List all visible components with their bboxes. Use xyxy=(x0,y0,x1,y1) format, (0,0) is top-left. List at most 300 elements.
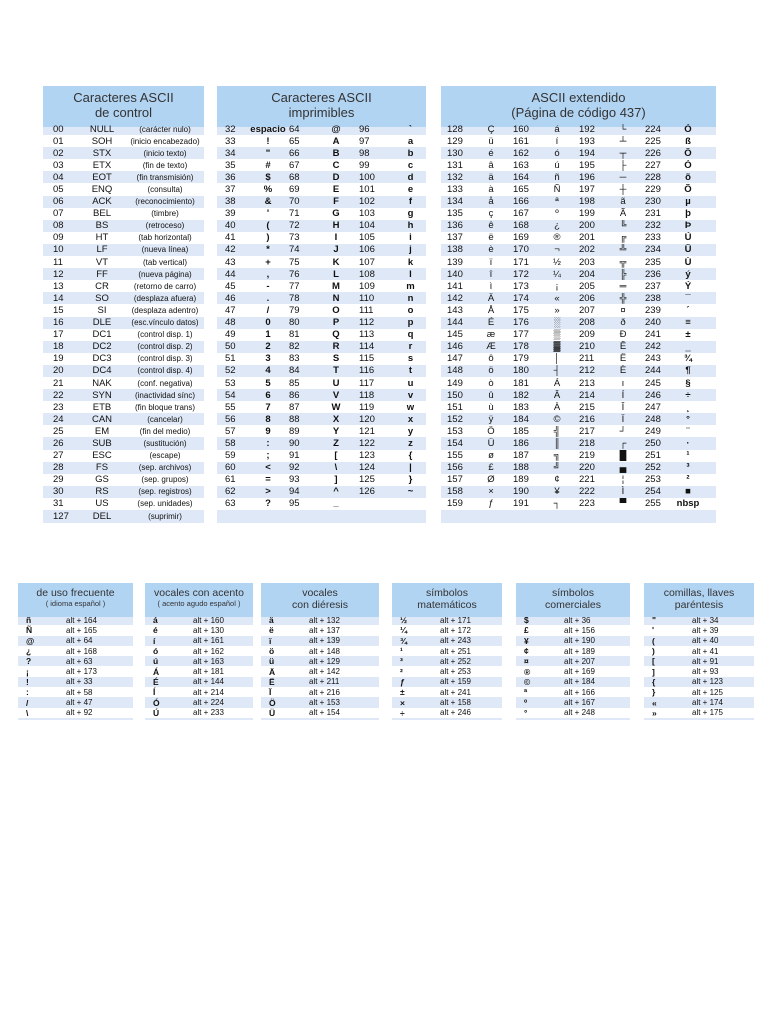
char-glyph: J xyxy=(333,244,339,256)
char-glyph: ) xyxy=(266,232,270,244)
char-glyph: [ xyxy=(334,450,338,462)
alt-code: alt + 156 xyxy=(564,625,595,635)
char-glyph: ª xyxy=(524,687,528,698)
char-glyph: ¼ xyxy=(400,625,408,636)
alt-code: alt + 241 xyxy=(440,687,471,697)
char-code: 112 xyxy=(359,317,375,329)
alt-code: alt + 216 xyxy=(309,687,340,697)
char-glyph: Ã xyxy=(619,208,627,220)
alt-code: alt + 137 xyxy=(309,625,340,635)
char-glyph: # xyxy=(265,159,271,171)
list-item xyxy=(516,656,630,666)
char-glyph: ¹ xyxy=(686,450,690,462)
char-abbrev: US xyxy=(95,498,109,510)
char-glyph: ░ xyxy=(553,317,561,329)
alt-code: alt + 168 xyxy=(66,646,97,656)
table-row xyxy=(43,377,204,389)
list-item xyxy=(516,697,630,707)
char-glyph: º xyxy=(555,208,559,220)
char-code: 54 xyxy=(225,389,236,401)
char-glyph: h xyxy=(407,220,414,232)
list-item xyxy=(18,646,133,656)
char-code: 239 xyxy=(645,304,661,316)
char-code: 191 xyxy=(513,498,529,510)
alt-code: alt + 92 xyxy=(66,708,93,718)
char-glyph: ö xyxy=(488,365,494,377)
char-glyph: ý xyxy=(685,268,691,280)
table-row xyxy=(217,304,426,316)
char-glyph: ÷ xyxy=(685,389,691,401)
char-code: 84 xyxy=(289,365,300,377)
char-code: 127 xyxy=(53,510,69,522)
char-code: 103 xyxy=(359,208,375,220)
char-glyph: < xyxy=(265,462,271,474)
char-abbrev: DC1 xyxy=(92,329,112,341)
table-row xyxy=(441,220,716,232)
char-glyph: { xyxy=(652,676,656,687)
alt-code: alt + 144 xyxy=(193,677,224,687)
char-code: 107 xyxy=(359,256,375,268)
char-code: 31 xyxy=(53,498,64,510)
char-glyph: - xyxy=(266,280,270,292)
char-glyph: Ö xyxy=(487,425,495,437)
printable-chars-panel xyxy=(217,86,426,523)
quotes-braces-subtitle: paréntesis xyxy=(674,599,724,611)
char-description: (retroceso) xyxy=(145,221,185,231)
char-glyph: Í xyxy=(621,389,625,401)
alt-code: alt + 63 xyxy=(66,656,93,666)
control-chars-table xyxy=(43,123,204,522)
char-glyph: ╔ xyxy=(619,232,627,244)
table-row xyxy=(217,462,426,474)
char-glyph: nbsp xyxy=(676,498,700,510)
char-code: 212 xyxy=(579,365,595,377)
frequent-panel xyxy=(18,583,133,720)
char-glyph: â xyxy=(488,159,494,171)
alt-code: alt + 189 xyxy=(564,646,595,656)
char-code: 102 xyxy=(359,196,375,208)
char-description: (sep. grupos) xyxy=(141,475,189,485)
alt-code: alt + 123 xyxy=(692,677,723,687)
list-item xyxy=(644,646,754,656)
char-abbrev: NULL xyxy=(89,123,115,135)
char-code: 132 xyxy=(447,171,463,183)
table-row xyxy=(217,232,426,244)
char-description: (retorno de carro) xyxy=(133,281,197,291)
char-glyph: ı xyxy=(621,377,625,389)
char-code: 45 xyxy=(225,280,236,292)
accented-vowels-panel xyxy=(145,583,253,720)
alt-code: alt + 36 xyxy=(564,615,591,625)
char-code: 115 xyxy=(359,353,375,365)
char-glyph: ; xyxy=(266,450,270,462)
char-description: (timbre) xyxy=(151,209,179,219)
alt-code: alt + 160 xyxy=(193,615,224,625)
char-glyph: ╬ xyxy=(619,292,627,304)
char-code: 254 xyxy=(645,486,661,498)
table-row xyxy=(43,317,204,329)
table-row xyxy=(441,486,716,498)
char-code: 171 xyxy=(513,256,529,268)
char-glyph: 8 xyxy=(265,413,271,425)
char-code: 91 xyxy=(289,450,300,462)
char-glyph: o xyxy=(407,304,414,316)
list-item xyxy=(145,677,253,687)
table-row xyxy=(43,462,204,474)
list-item xyxy=(516,636,630,646)
list-item xyxy=(261,697,379,707)
char-description: (reconocimiento) xyxy=(135,197,195,207)
char-glyph: c xyxy=(407,159,414,171)
char-glyph: M xyxy=(332,280,340,292)
table-row xyxy=(441,329,716,341)
list-item xyxy=(261,677,379,687)
table-row xyxy=(441,256,716,268)
char-abbrev: SO xyxy=(95,292,109,304)
char-glyph: g xyxy=(407,208,414,220)
table-row xyxy=(441,413,716,425)
char-glyph: _ xyxy=(333,498,339,510)
table-row xyxy=(217,437,426,449)
char-code: 39 xyxy=(225,208,236,220)
char-glyph: è xyxy=(488,244,494,256)
table-row xyxy=(43,486,204,498)
char-code: 149 xyxy=(447,377,463,389)
char-code: 88 xyxy=(289,413,300,425)
table-row xyxy=(217,183,426,195)
extended-chars-panel xyxy=(441,86,716,523)
table-row xyxy=(43,401,204,413)
char-code: 176 xyxy=(513,317,529,329)
table-row xyxy=(217,450,426,462)
table-row xyxy=(217,389,426,401)
char-glyph: ² xyxy=(400,666,403,677)
char-code: 206 xyxy=(579,292,595,304)
table-row xyxy=(441,171,716,183)
char-glyph: 7 xyxy=(265,401,271,413)
math-symbols-subtitle: matemáticos xyxy=(417,599,477,611)
char-code: 26 xyxy=(53,437,64,449)
char-glyph: i xyxy=(409,232,412,244)
char-code: 23 xyxy=(53,401,64,413)
char-glyph: ( xyxy=(652,635,655,646)
control-chars-header xyxy=(43,86,204,127)
char-glyph: ¥ xyxy=(524,635,529,646)
char-abbrev: ETB xyxy=(92,401,112,413)
diaeresis-vowels-subtitle: con diéresis xyxy=(291,599,349,611)
char-description: (fin bloque trans) xyxy=(134,402,196,412)
table-row xyxy=(43,280,204,292)
char-glyph: ¤ xyxy=(620,304,626,316)
table-row xyxy=(217,292,426,304)
char-code: 234 xyxy=(645,244,661,256)
char-code: 121 xyxy=(359,425,375,437)
table-row xyxy=(217,196,426,208)
alt-code: alt + 172 xyxy=(440,625,471,635)
table-row xyxy=(441,450,716,462)
char-glyph: ? xyxy=(265,498,271,510)
char-code: 82 xyxy=(289,341,300,353)
char-code: 67 xyxy=(289,159,300,171)
alt-code: alt + 159 xyxy=(440,677,471,687)
char-glyph: Z xyxy=(333,437,339,449)
char-glyph: z xyxy=(408,437,413,449)
char-glyph: S xyxy=(332,353,340,365)
char-glyph: Â xyxy=(553,389,561,401)
char-code: 180 xyxy=(513,365,529,377)
table-row xyxy=(43,498,204,510)
alt-code: alt + 175 xyxy=(692,708,723,718)
char-glyph: Á xyxy=(553,377,561,389)
char-code: 78 xyxy=(289,292,300,304)
char-code: 188 xyxy=(513,462,529,474)
char-description: (escape) xyxy=(149,451,181,461)
char-description: (tab horizontal) xyxy=(138,233,192,243)
table-row xyxy=(43,208,204,220)
char-glyph: ¸ xyxy=(686,401,690,413)
char-glyph: Å xyxy=(487,304,495,316)
char-glyph: ½ xyxy=(553,256,561,268)
table-row xyxy=(43,413,204,425)
char-abbrev: DC3 xyxy=(92,353,112,365)
char-glyph: é xyxy=(153,625,158,636)
list-item xyxy=(516,615,630,625)
list-item xyxy=(18,687,133,697)
char-glyph: £ xyxy=(488,462,494,474)
char-glyph: │ xyxy=(554,353,560,365)
char-code: 62 xyxy=(225,486,236,498)
char-glyph: / xyxy=(26,697,29,708)
char-code: 90 xyxy=(289,437,300,449)
char-glyph: à xyxy=(488,184,494,196)
char-abbrev: DLE xyxy=(92,317,112,329)
char-glyph: Ì xyxy=(621,486,625,498)
char-glyph: ô xyxy=(488,353,494,365)
table-row xyxy=(441,159,716,171)
char-glyph: t xyxy=(408,365,413,377)
char-code: 143 xyxy=(447,304,463,316)
char-glyph: º xyxy=(524,697,528,708)
frequent-header xyxy=(18,583,133,617)
math-symbols-panel xyxy=(392,583,502,720)
list-item xyxy=(145,625,253,635)
char-description: (nueva página) xyxy=(138,269,192,279)
table-row xyxy=(43,268,204,280)
char-glyph: B xyxy=(332,147,340,159)
char-abbrev: DC2 xyxy=(92,341,112,353)
char-glyph: W xyxy=(331,401,341,413)
char-glyph: | xyxy=(409,462,412,474)
list-item xyxy=(392,677,502,687)
char-code: 109 xyxy=(359,280,375,292)
table-row xyxy=(217,486,426,498)
char-code: 150 xyxy=(447,389,463,401)
char-glyph: Ô xyxy=(684,147,692,159)
char-glyph: ò xyxy=(488,377,494,389)
list-item xyxy=(261,708,379,718)
char-glyph: ! xyxy=(266,135,270,147)
alt-code: alt + 153 xyxy=(309,698,340,708)
char-glyph: T xyxy=(333,365,339,377)
char-code: 105 xyxy=(359,232,375,244)
alt-code: alt + 173 xyxy=(66,667,97,677)
char-glyph: È xyxy=(619,365,627,377)
char-glyph: ' xyxy=(652,625,655,636)
table-row xyxy=(441,474,716,486)
char-glyph: ¹ xyxy=(400,646,403,657)
char-glyph: ± xyxy=(400,687,405,698)
char-glyph: ┼ xyxy=(619,184,627,196)
char-code: 57 xyxy=(225,425,236,437)
table-row xyxy=(441,183,716,195)
char-code: 114 xyxy=(359,341,375,353)
char-glyph: r xyxy=(408,341,413,353)
extended-chars-subtitle: (Página de código 437) xyxy=(511,105,646,120)
math-symbols-title: símbolos xyxy=(425,587,468,599)
char-glyph: ├ xyxy=(619,159,627,171)
char-glyph: ] xyxy=(334,474,338,486)
char-code: 237 xyxy=(645,280,661,292)
char-description: (cancelar) xyxy=(147,414,183,424)
char-code: 203 xyxy=(579,256,595,268)
char-glyph: = xyxy=(265,474,271,486)
char-code: 14 xyxy=(53,292,64,304)
alt-code: alt + 33 xyxy=(66,677,93,687)
table-row xyxy=(43,425,204,437)
char-glyph: ' xyxy=(266,208,270,220)
char-code: 181 xyxy=(513,377,529,389)
char-code: 168 xyxy=(513,220,529,232)
char-glyph: ═ xyxy=(619,280,627,292)
char-code: 76 xyxy=(289,268,300,280)
table-row xyxy=(217,425,426,437)
char-description: (sep. unidades) xyxy=(137,499,193,509)
char-code: 133 xyxy=(447,184,463,196)
char-code: 153 xyxy=(447,425,463,437)
math-symbols-header xyxy=(392,583,502,617)
list-item xyxy=(145,708,253,718)
char-code: 141 xyxy=(447,280,463,292)
table-row xyxy=(217,159,426,171)
table-row xyxy=(441,196,716,208)
char-glyph: » xyxy=(652,707,657,718)
commercial-symbols-header xyxy=(516,583,630,617)
char-description: (inicio texto) xyxy=(143,148,187,158)
char-glyph: Ê xyxy=(619,341,627,353)
char-code: 97 xyxy=(359,135,370,147)
char-glyph: × xyxy=(400,697,405,708)
alt-code: alt + 64 xyxy=(66,636,93,646)
char-glyph: + xyxy=(265,256,271,268)
table-row xyxy=(43,353,204,365)
char-description: (sustitución) xyxy=(143,438,187,448)
char-code: 167 xyxy=(513,208,529,220)
char-glyph: Ý xyxy=(684,280,692,292)
char-code: 164 xyxy=(513,171,529,183)
char-glyph: e xyxy=(407,184,414,196)
char-code: 227 xyxy=(645,159,661,171)
char-code: 63 xyxy=(225,498,236,510)
char-glyph: í xyxy=(153,635,156,646)
char-code: 119 xyxy=(359,401,375,413)
char-glyph: Ü xyxy=(269,707,276,718)
char-code: 193 xyxy=(579,135,595,147)
char-glyph: Ó xyxy=(153,697,160,708)
char-code: 125 xyxy=(359,474,375,486)
list-item xyxy=(145,656,253,666)
commercial-symbols-table xyxy=(516,615,630,718)
char-glyph: q xyxy=(407,329,414,341)
char-glyph: ` xyxy=(408,123,413,135)
list-item xyxy=(392,656,502,666)
char-code: 214 xyxy=(579,389,595,401)
char-code: 198 xyxy=(579,196,595,208)
char-code: 126 xyxy=(359,486,375,498)
char-glyph: espacio xyxy=(250,123,286,135)
char-glyph: j xyxy=(409,244,412,256)
char-glyph: ¯ xyxy=(685,292,691,304)
char-glyph: Ö xyxy=(269,697,276,708)
char-code: 37 xyxy=(225,184,236,196)
table-row xyxy=(43,244,204,256)
char-code: 192 xyxy=(579,123,595,135)
quotes-braces-title: comillas, llaves xyxy=(663,587,735,599)
char-glyph: ] xyxy=(652,666,655,677)
char-code: 158 xyxy=(447,486,463,498)
char-glyph: X xyxy=(332,413,340,425)
char-glyph: ÷ xyxy=(400,707,405,718)
char-code: 08 xyxy=(53,220,64,232)
char-code: 61 xyxy=(225,474,236,486)
list-item xyxy=(644,625,754,635)
accented-vowels-table xyxy=(145,615,253,718)
char-glyph: Ä xyxy=(269,666,276,677)
char-glyph: { xyxy=(408,450,413,462)
char-code: 19 xyxy=(53,353,64,365)
char-code: 235 xyxy=(645,256,661,268)
char-code: 248 xyxy=(645,413,661,425)
list-item xyxy=(18,656,133,666)
char-glyph: . xyxy=(266,292,270,304)
char-code: 74 xyxy=(289,244,300,256)
char-glyph: V xyxy=(332,389,340,401)
char-glyph: " xyxy=(265,147,271,159)
char-glyph: ° xyxy=(686,413,690,425)
char-code: 187 xyxy=(513,450,529,462)
char-glyph: R xyxy=(332,341,340,353)
char-code: 47 xyxy=(225,304,236,316)
char-glyph: ~ xyxy=(407,486,414,498)
alt-code: alt + 211 xyxy=(309,677,340,687)
char-description: (sep. archivos) xyxy=(138,463,192,473)
list-item xyxy=(516,708,630,718)
table-row xyxy=(217,353,426,365)
char-glyph: ¶ xyxy=(685,365,691,377)
char-code: 255 xyxy=(645,498,661,510)
char-glyph: î xyxy=(489,268,493,280)
char-glyph: ─ xyxy=(619,171,627,183)
char-glyph: ½ xyxy=(400,615,408,626)
table-row xyxy=(441,147,716,159)
char-glyph: ┌ xyxy=(619,437,627,449)
char-glyph: « xyxy=(554,292,560,304)
char-code: 59 xyxy=(225,450,236,462)
char-glyph: ñ xyxy=(26,615,32,626)
char-code: 197 xyxy=(579,184,595,196)
char-glyph: ª xyxy=(555,196,559,208)
char-code: 18 xyxy=(53,341,64,353)
char-glyph: Ë xyxy=(269,676,275,687)
